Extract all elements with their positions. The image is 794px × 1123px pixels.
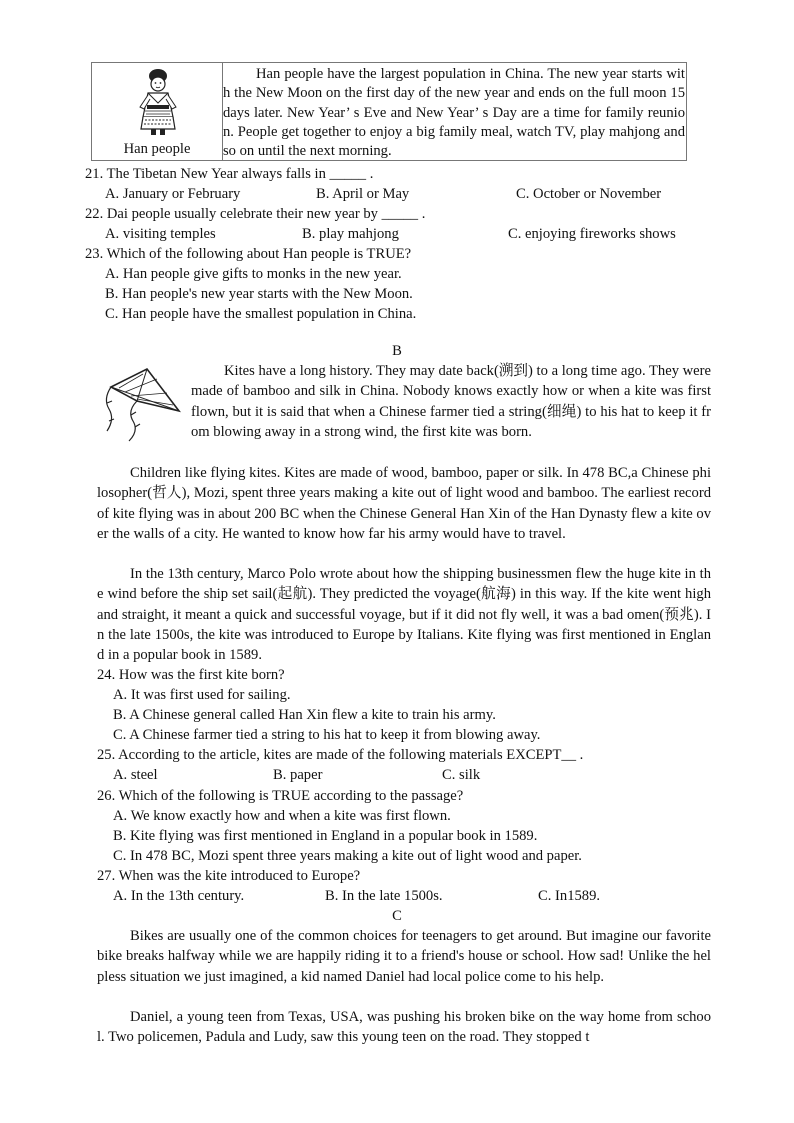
passage-c-paragraph-2: Daniel, a young teen from Texas, USA, was pushing his broken bike on the way home from school. Two policemen, Padula and Ludy, saw this young teen on the road. They stopped t	[97, 1009, 711, 1046]
question-27-option-c: C. In1589.	[538, 888, 601, 904]
question-21-stem: 21. The Tibetan New Year always falls in _____ .	[85, 166, 374, 182]
question-22-stem: 22. Dai people usually celebrate their new year by _____ .	[85, 206, 426, 222]
question-26-option-a: A. We know exactly how and when a kite was first flown.	[113, 808, 451, 824]
section-c-heading: C	[392, 908, 402, 924]
passage-b-paragraph-2: Children like flying kites. Kites are made of wood, bamboo, paper or silk. In 478 BC,a Chinese philosopher(哲人), Mozi, spent three years making a kite out of light wood and bamboo. The earliest record of kite flying was in about 200 BC when the Chinese General Han Xin of the Han Dynasty flew a kite over the walls of a city. He wanted to know how far his army would have to travel.	[97, 465, 712, 542]
question-23-option-b: B. Han people's new year starts with the New Moon.	[105, 286, 413, 302]
question-25-stem: 25. According to the article, kites are made of the following materials EXCEPT__ .	[97, 747, 584, 763]
section-b-heading: B	[392, 343, 402, 359]
han-caption: Han people	[123, 141, 191, 157]
passage-b-paragraph-3: In the 13th century, Marco Polo wrote about how the shipping businessmen flew the huge kite in the wind before the ship set sail(起航). They predicted the voyage(航海) in this way. If the kite went high and straight, it meant a quick and successful voyage, but if it did not fly well, it was a bad omen(预兆). In the late 1500s, the kite was introduced to Europe by Italians. Kite flying was first mentioned in England in a popular book in 1589.	[97, 566, 711, 664]
question-24-stem: 24. How was the first kite born?	[97, 667, 285, 683]
question-24-option-a: A. It was first used for sailing.	[113, 687, 291, 703]
question-21-option-a: A. January or February	[105, 186, 241, 202]
question-22-option-c: C. enjoying fireworks shows	[508, 226, 676, 242]
question-21-option-b: B. April or May	[316, 186, 410, 202]
question-25-option-a: A. steel	[113, 767, 158, 783]
question-27-option-a: A. In the 13th century.	[113, 888, 245, 904]
question-24-option-b: B. A Chinese general called Han Xin flew a kite to train his army.	[113, 707, 496, 723]
question-24-option-c: C. A Chinese farmer tied a string to his hat to keep it from blowing away.	[113, 727, 541, 743]
passage-b-paragraph-1: Kites have a long history. They may date back(溯到) to a long time ago. They were made of bamboo and silk in China. Nobody knows exactly how or when a kite was first flown, but it is said that when a Chinese farmer tied a string(细绳) to his hat to keep it from blowing away in a strong wind, the first kite was born.	[191, 363, 711, 440]
han-people-table	[91, 62, 687, 161]
question-21-option-c: C. October or November	[516, 186, 662, 202]
question-27-stem: 27. When was the kite introduced to Europe?	[97, 868, 361, 884]
han-paragraph: Han people have the largest population in China. The new year starts with the New Moon on the first day of the new year and ends on the full moon 15 days later. New Year’ s Eve and New Year’ s Day are a time for family reunion. People get together to enjoy a big family meal, watch TV, play mahjong and so on until the next morning.	[223, 66, 685, 160]
question-25-option-b: B. paper	[273, 767, 323, 783]
question-26-option-b: B. Kite flying was first mentioned in England in a popular book in 1589.	[113, 828, 538, 844]
question-23-option-c: C. Han people have the smallest population in China.	[105, 306, 417, 322]
han-picture-cell	[92, 63, 223, 160]
question-23-stem: 23. Which of the following about Han people is TRUE?	[85, 246, 412, 262]
question-22-option-b: B. play mahjong	[302, 226, 399, 242]
question-25-option-c: C. silk	[442, 767, 481, 783]
question-22-option-a: A. visiting temples	[105, 226, 216, 242]
question-26-option-c: C. In 478 BC, Mozi spent three years making a kite out of light wood and paper.	[113, 848, 582, 864]
question-27-option-b: B. In the late 1500s.	[325, 888, 443, 904]
question-26-stem: 26. Which of the following is TRUE according to the passage?	[97, 788, 464, 804]
han-person-illustration	[135, 67, 181, 137]
question-23-option-a: A. Han people give gifts to monks in the new year.	[105, 266, 402, 282]
kite-illustration	[97, 365, 189, 445]
passage-c-paragraph-1: Bikes are usually one of the common choices for teenagers to get around. But imagine our favorite bike breaks halfway while we are happily riding it to a friend's house or school. How sad! Unlike the helpless situation we just imagined, a kid named Daniel had local police come to his help.	[97, 928, 711, 985]
